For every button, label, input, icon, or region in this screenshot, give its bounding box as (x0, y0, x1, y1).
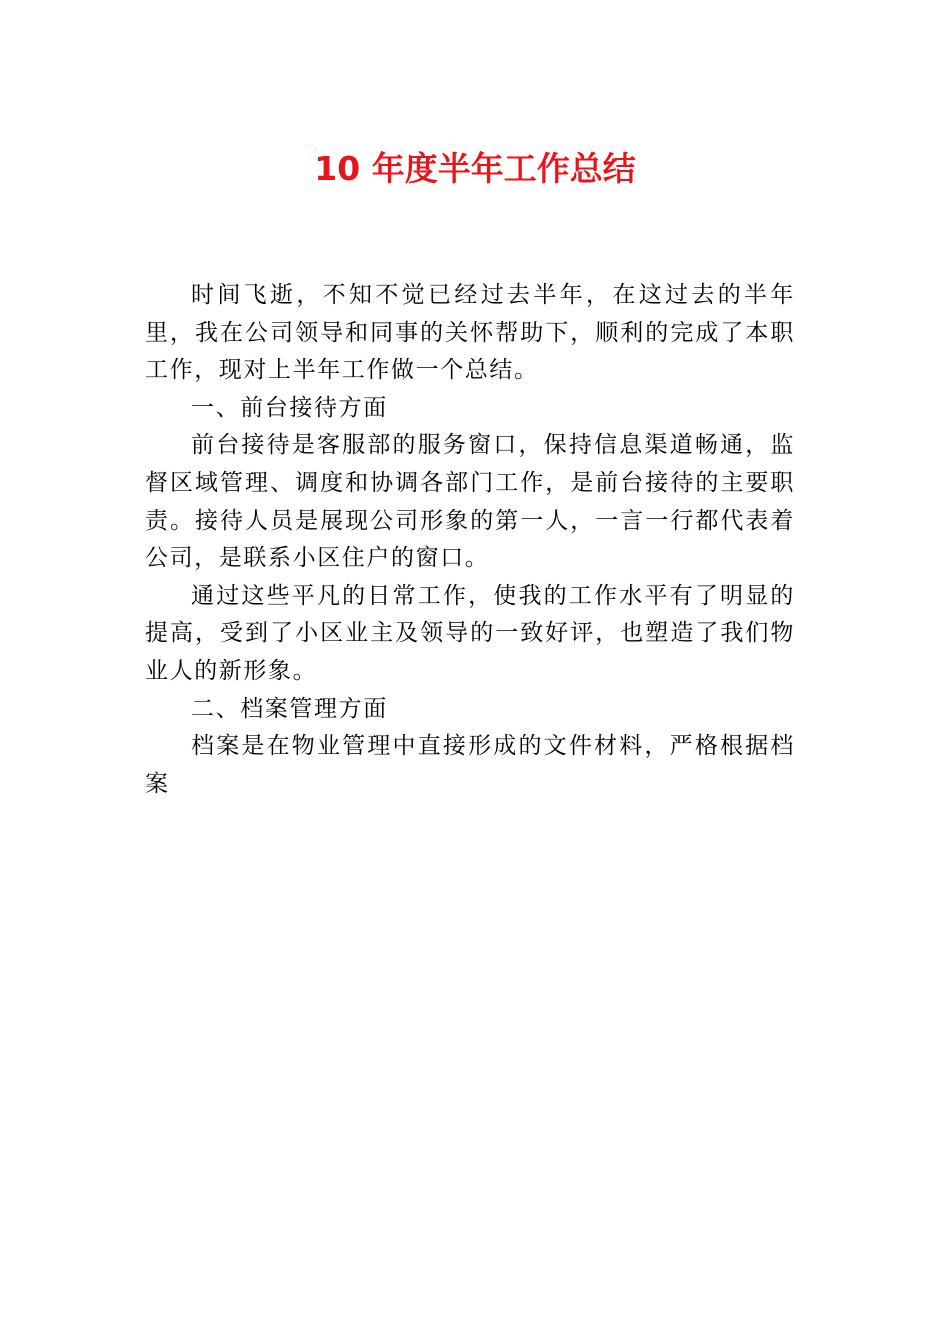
paragraph-intro: 时间飞逝，不知不觉已经过去半年，在这过去的半年里，我在公司领导和同事的关怀帮助下，顺利的完成了本职工作，现对上半年工作做一个总结。 (145, 282, 795, 384)
paragraph-front-desk-results: 通过这些平凡的日常工作，使我的工作水平有了明显的提高，受到了小区业主及领导的一致好评，也塑造了我们物业人的新形象。 (145, 582, 795, 684)
paragraph-front-desk-duties: 前台接待是客服部的服务窗口，保持信息渠道畅通，监督区域管理、调度和协调各部门工作，是前台接待的主要职责。接待人员是展现公司形象的第一人，一言一行都代表着公司，是联系小区住户的窗口。 (145, 432, 795, 572)
section-heading-archives: 二、档案管理方面 (191, 695, 388, 722)
document-body (145, 277, 795, 803)
section-heading-front-desk: 一、前台接待方面 (191, 394, 388, 421)
document-title: 10 年度半年工作总结 (314, 149, 636, 188)
paragraph-archives: 档案是在物业管理中直接形成的文件材料，严格根据档案 (145, 733, 795, 797)
